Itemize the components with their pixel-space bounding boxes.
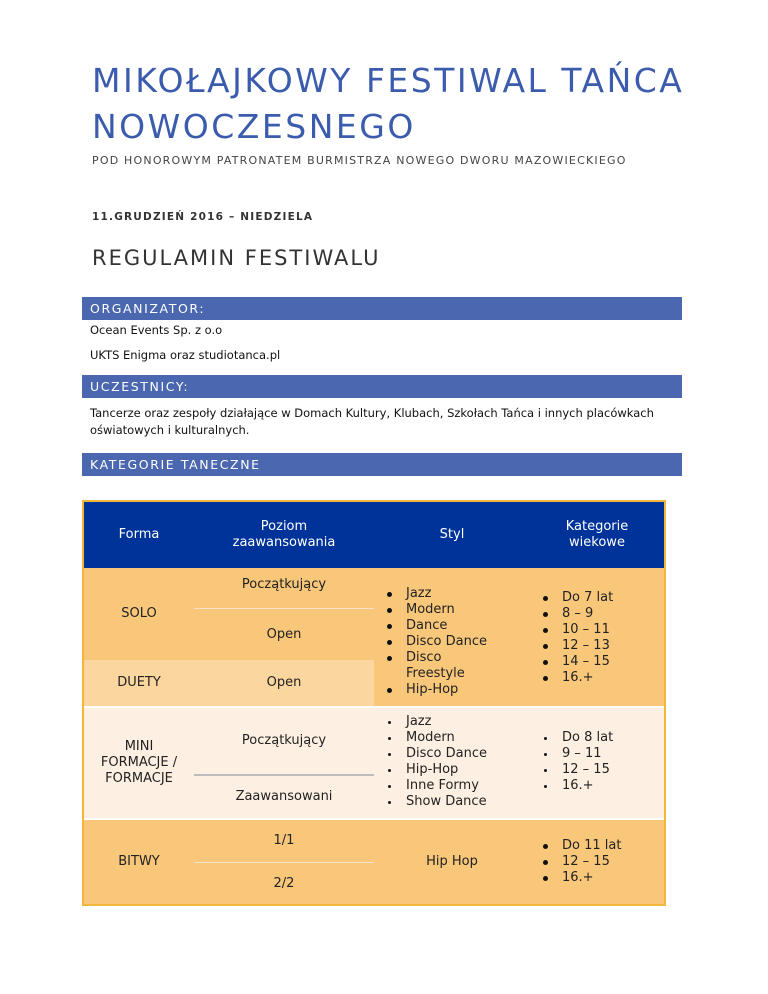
list-item: Do 7 lat xyxy=(540,590,660,606)
row-duety-forma: DUETY xyxy=(84,660,194,706)
row-solo-level-open: Open xyxy=(194,608,374,660)
list-item: Disco Dance xyxy=(384,634,524,650)
event-date: 11.GRUDZIEŃ 2016 – NIEDZIELA xyxy=(92,211,314,223)
participants-text: Tancerze oraz zespoły działające w Domach Kultury, Klubach, Szkołach Tańca i innych placówkach oświatowych i kulturalnych. xyxy=(90,406,654,437)
list-item: Jazz xyxy=(384,714,524,730)
list-item: 10 – 11 xyxy=(540,622,660,638)
list-item: 16.+ xyxy=(540,870,660,886)
list-item: 16.+ xyxy=(540,670,660,686)
list-item: 12 – 15 xyxy=(540,854,660,870)
row-bitwy-level-1v1: 1/1 xyxy=(194,820,374,862)
list-item: Modern xyxy=(384,602,524,618)
list-item: Show Dance xyxy=(384,794,524,810)
row-solo-level-beginner: Początkujący xyxy=(194,568,374,608)
column-header-age: Kategorie wiekowe xyxy=(530,502,664,568)
column-header-forma: Forma xyxy=(84,502,194,568)
row-bitwy-style: Hip Hop xyxy=(374,820,530,904)
solo-duety-style-list xyxy=(384,586,524,698)
column-header-style: Styl xyxy=(374,502,530,568)
row-mini-forma: MINI FORMACJE / FORMACJE xyxy=(84,708,194,818)
list-item: Disco Dance xyxy=(384,746,524,762)
organizer-heading: ORGANIZATOR: xyxy=(82,297,682,320)
row-bitwy-forma: BITWY xyxy=(84,820,194,904)
bitwy-age-list xyxy=(540,838,660,886)
list-item: 12 – 13 xyxy=(540,638,660,654)
row-solo-forma: SOLO xyxy=(84,568,194,660)
list-item: Dance xyxy=(384,618,524,634)
categories-heading: KATEGORIE TANECZNE xyxy=(82,453,682,476)
list-item: Hip-Hop xyxy=(384,682,524,698)
participants-heading: UCZESTNICY: xyxy=(82,375,682,398)
mini-age-list xyxy=(540,730,660,794)
list-item: Disco Freestyle xyxy=(384,650,486,682)
column-header-level: Poziom zaawansowania xyxy=(194,502,374,568)
organizer-line-2: UKTS Enigma oraz studiotanca.pl xyxy=(90,348,281,362)
list-item: 9 – 11 xyxy=(540,746,660,762)
list-item: Modern xyxy=(384,730,524,746)
mini-style-list xyxy=(384,714,524,810)
list-item: 14 – 15 xyxy=(540,654,660,670)
solo-duety-age-list xyxy=(540,590,660,686)
row-mini-level-advanced: Zaawansowani xyxy=(194,774,374,818)
row-bitwy-level-2v2: 2/2 xyxy=(194,862,374,904)
list-item: Jazz xyxy=(384,586,524,602)
list-item: 12 – 15 xyxy=(540,762,660,778)
festival-title: MIKOŁAJKOWY FESTIWAL TAŃCA NOWOCZESNEGO xyxy=(92,61,685,146)
organizer-line-1: Ocean Events Sp. z o.o xyxy=(90,323,223,337)
row-mini-level-beginner: Początkujący xyxy=(194,708,374,774)
list-item: 16.+ xyxy=(540,778,660,794)
list-item: Do 8 lat xyxy=(540,730,660,746)
row-duety-level: Open xyxy=(194,660,374,706)
categories-table xyxy=(82,500,666,906)
list-item: Hip-Hop xyxy=(384,762,524,778)
patronage-line: POD HONOROWYM PATRONATEM BURMISTRZA NOWEGO DWORU MAZOWIECKIEGO xyxy=(92,154,627,167)
list-item: 8 – 9 xyxy=(540,606,660,622)
list-item: Do 11 lat xyxy=(540,838,660,854)
regulations-title: REGULAMIN FESTIWALU xyxy=(92,246,381,270)
list-item: Inne Formy xyxy=(384,778,524,794)
